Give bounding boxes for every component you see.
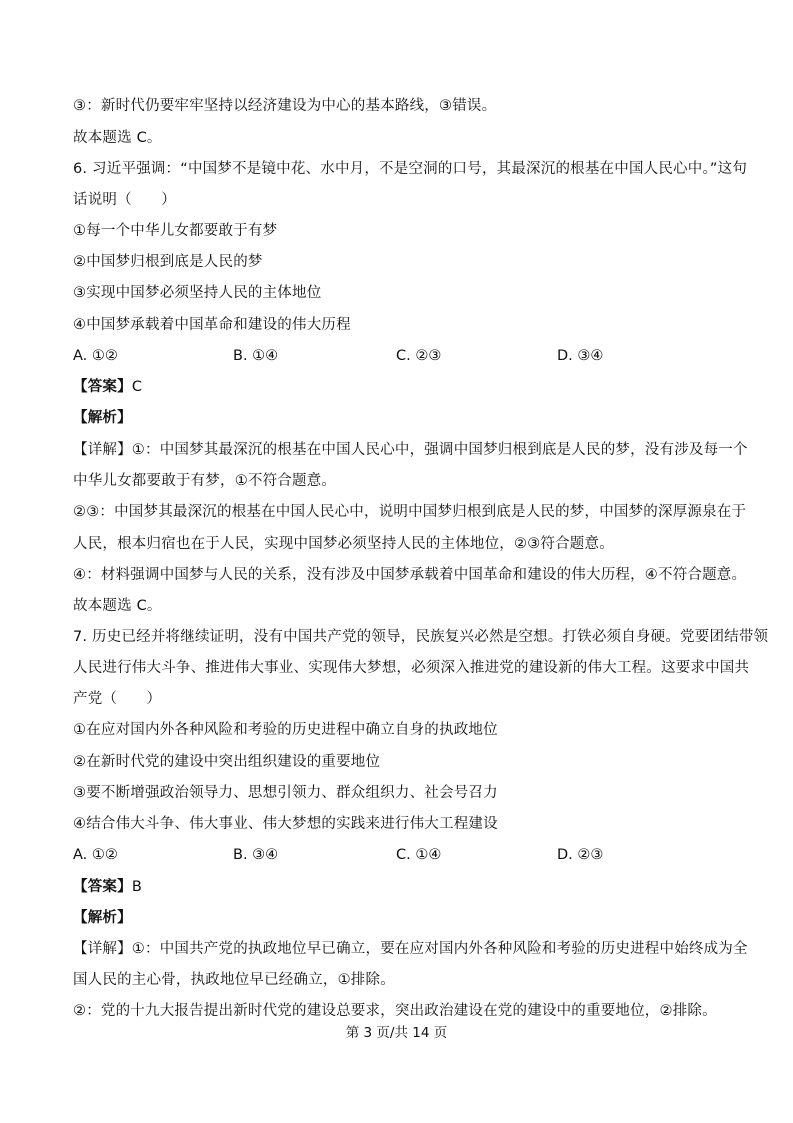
q6-option-c: C. ②③ [396, 348, 442, 364]
statement-4: ④结合伟大斗争、伟大事业、伟大梦想的实践来进行伟大工程建设 [73, 816, 498, 832]
q6-detail-line: 故本题选 C。 [73, 598, 162, 614]
q6-detail-line: 人民，根本归宿也在于人民，实现中国梦必须坚持人民的主体地位，②③符合题意。 [73, 536, 614, 552]
q7-answer [73, 877, 733, 897]
q6-detail-line: 【详解】①：中国梦其最深沉的根基在中国人民心中，强调中国梦归根到底是人民的梦，没有涉及每一个 [73, 442, 748, 458]
statement-1: ①在应对国内外各种风险和考验的历史进程中确立自身的执政地位 [73, 722, 498, 738]
text-line: ③：新时代仍要牢牢坚持以经济建设为中心的基本路线，③错误。 [73, 98, 497, 114]
question-6-stem: 6. 习近平强调：“中国梦不是镜中花、水中月，不是空洞的口号，其最深沉的根基在中国人民心中。”这句 [73, 161, 748, 177]
statement-2: ②在新时代党的建设中突出组织建设的重要地位 [73, 754, 381, 770]
q7-option-a: A. ①② [73, 847, 118, 863]
text-line: 故本题选 C。 [73, 130, 162, 146]
statement-3: ③实现中国梦必须坚持人民的主体地位 [73, 285, 322, 301]
answer-label: 【答案】 [73, 379, 132, 395]
answer-value: B [131, 879, 142, 895]
question-7-stem: 产党（ ） [73, 691, 162, 707]
question-6-stem-cont: 话说明（ ） [73, 192, 176, 208]
q6-detail-line: ④：材料强调中国梦与人民的关系，没有涉及中国梦承载着中国革命和建设的伟大历程，④不符合题意。 [73, 567, 747, 583]
q6-analysis-label: 【解析】 [73, 410, 132, 426]
statement-1: ①每一个中华儿女都要敢于有梦 [73, 223, 278, 239]
q7-detail-line: 【详解】①：中国共产党的执政地位早已确立，要在应对国内外各种风险和考验的历史进程中始终成为全 [73, 941, 748, 957]
q6-detail-line: ②③：中国梦其最深沉的根基在中国人民心中，说明中国梦归根到底是人民的梦，中国梦的深厚源泉在于 [73, 504, 747, 520]
question-7-stem: 7. 历史已经并将继续证明，没有中国共产党的领导，民族复兴必然是空想。打铁必须自身硬。党要团结带领 [73, 629, 769, 645]
q7-option-b: B. ③④ [233, 847, 279, 863]
q6-option-a: A. ①② [73, 348, 118, 364]
q6-option-d: D. ③④ [557, 348, 604, 364]
page-footer: 第 3 页/共 14 页 [345, 1025, 448, 1041]
q7-option-d: D. ②③ [557, 847, 604, 863]
q6-option-b: B. ①④ [233, 348, 279, 364]
statement-4: ④中国梦承载着中国革命和建设的伟大历程 [73, 317, 351, 333]
q6-answer [73, 377, 733, 397]
statement-2: ②中国梦归根到底是人民的梦 [73, 254, 263, 270]
q7-option-c: C. ①④ [396, 847, 442, 863]
answer-label: 【答案】 [73, 879, 132, 895]
q7-detail-line: 国人民的主心骨，执政地位早已经确立，①排除。 [73, 972, 395, 988]
question-7-stem: 人民进行伟大斗争、推进伟大事业、实现伟大梦想，必须深入推进党的建设新的伟大工程。这要求中国共 [73, 660, 750, 676]
statement-3: ③要不断增强政治领导力、思想引领力、群众组织力、社会号召力 [73, 785, 498, 801]
q7-detail-line: ②：党的十九大报告提出新时代党的建设总要求，突出政治建设在党的建设中的重要地位，②排除。 [73, 1003, 717, 1019]
answer-value: C [131, 379, 143, 395]
q7-analysis-label: 【解析】 [73, 910, 132, 926]
q6-detail-line: 中华儿女都要敢于有梦，①不符合题意。 [73, 473, 337, 489]
